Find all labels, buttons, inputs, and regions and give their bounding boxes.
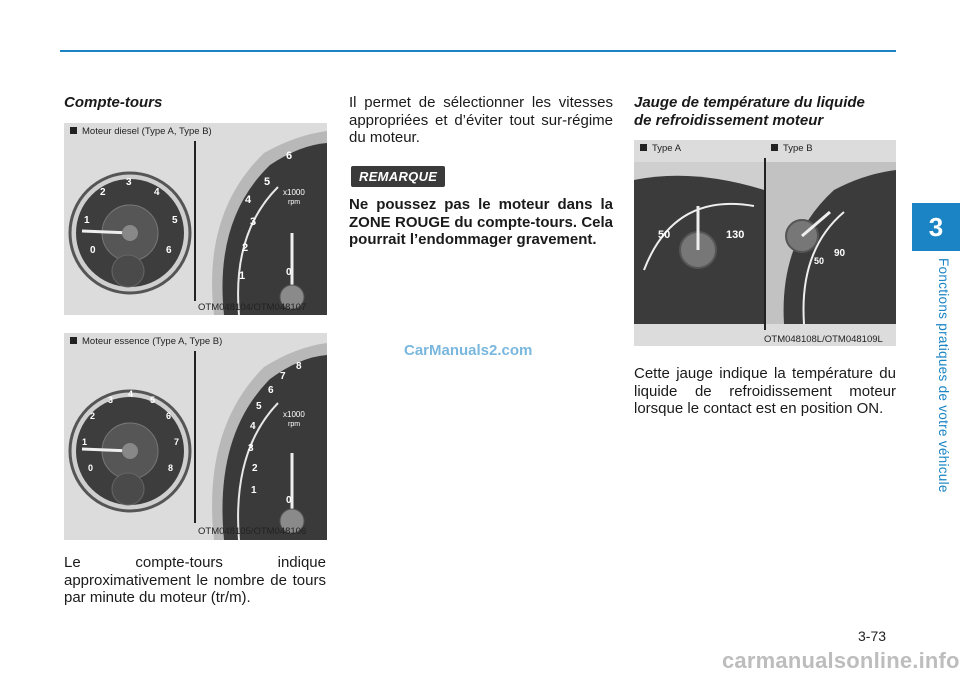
figure-caption: Moteur essence (Type A, Type B) [70,336,222,347]
warning-text: Ne poussez pas le moteur dans la ZONE ROUGE du compte-tours. Cela pourrait l’endommager gravement. [349,196,613,248]
dial-number: 6 [286,150,293,162]
footer-url: carmanualsonline.info [722,648,960,673]
dial-number: 2 [90,411,96,421]
figure-divider [194,351,196,523]
dial-number: 8 [168,463,174,473]
dial-number: 3 [248,443,254,454]
heading-compte-tours: Compte-tours [64,94,163,111]
unit-label: rpm [288,199,301,206]
dial-number: 0 [90,245,96,256]
chapter-title: Fonctions pratiques de votre véhicule [936,258,951,493]
dial-number: 7 [280,371,286,382]
dial-number: 2 [100,187,106,198]
figure-divider [764,158,766,330]
section-heading-coolant [634,94,896,130]
dial-number: 6 [166,411,172,421]
dial-number: 1 [82,437,88,447]
remark-badge: REMARQUE [351,166,445,187]
figure-caption: Type B [771,143,813,154]
figure-code: OTM048104/OTM048107 [198,302,307,313]
gasoline-gauges-illustration [64,333,327,540]
dial-number: 4 [245,194,252,206]
paragraph: Il permet de sélectionner les vitesses appropriées et d’éviter tout sur-régime du moteur. [349,94,613,146]
page-number: 3-73 [858,628,887,644]
dial-number: 5 [150,395,156,405]
dial-number: 1 [239,270,246,282]
dial-number: 6 [268,385,274,396]
dial-number: 0 [286,495,292,506]
dial-number: 6 [166,245,172,256]
tachometer-description [64,554,326,607]
paragraph: Cette jauge indique la température du liquide de refroidissement moteur lorsque le contact est en position ON. [634,365,896,417]
gear-selection-text [349,94,613,147]
top-rule [60,50,896,52]
figure-caption: Moteur diesel (Type A, Type B) [70,126,212,137]
dial-number: 1 [251,485,257,496]
dial-number: 0 [286,267,292,278]
watermark: CarManuals2.com [404,342,533,359]
heading-line: Jauge de température du liquide [634,94,865,111]
figure-caption: Type A [640,143,681,154]
figure-code: OTM048108L/OTM048109L [764,334,883,345]
gauge-number: 50 [658,229,671,241]
chapter-number: 3 [928,211,944,242]
dial-number: 0 [88,463,94,473]
dial-number: 1 [84,215,90,226]
dial-number: 8 [296,361,302,372]
dial-number: 4 [250,421,256,432]
dial-number: 3 [108,395,114,405]
unit-label: rpm [288,421,301,428]
gauge-number: 50 [814,256,825,266]
gauge-number: 90 [834,248,846,259]
dial-number: 7 [174,437,180,447]
dial-number: 5 [264,176,271,188]
gauge-number: 130 [726,229,745,241]
figure-code: OTM048105/OTM048106 [198,526,307,537]
dial-number: 3 [250,216,257,228]
figure-diesel-tachometer [64,123,327,315]
dial-number: 5 [172,215,178,226]
figure-divider [194,141,196,301]
dial-number: 4 [154,187,160,198]
unit-label: x1000 [283,410,305,419]
dial-number: 2 [252,463,258,474]
figure-coolant-gauge [634,140,896,346]
remark-warning [349,196,613,249]
dial-number: 3 [126,177,132,188]
heading-line: de refroidissement moteur [634,112,824,129]
paragraph: Le compte-tours indique approximativement le nombre de tours par minute du moteur (tr/m). [64,554,326,606]
diesel-gauges-illustration [64,123,327,315]
figure-gasoline-tachometer [64,333,327,540]
section-heading-tachometer [64,94,326,112]
dial-number: 2 [242,242,249,254]
chapter-tab[interactable] [912,203,960,251]
dial-number: 4 [128,389,134,399]
coolant-description [634,365,896,418]
dial-number: 5 [256,401,262,412]
unit-label: x1000 [283,188,305,197]
